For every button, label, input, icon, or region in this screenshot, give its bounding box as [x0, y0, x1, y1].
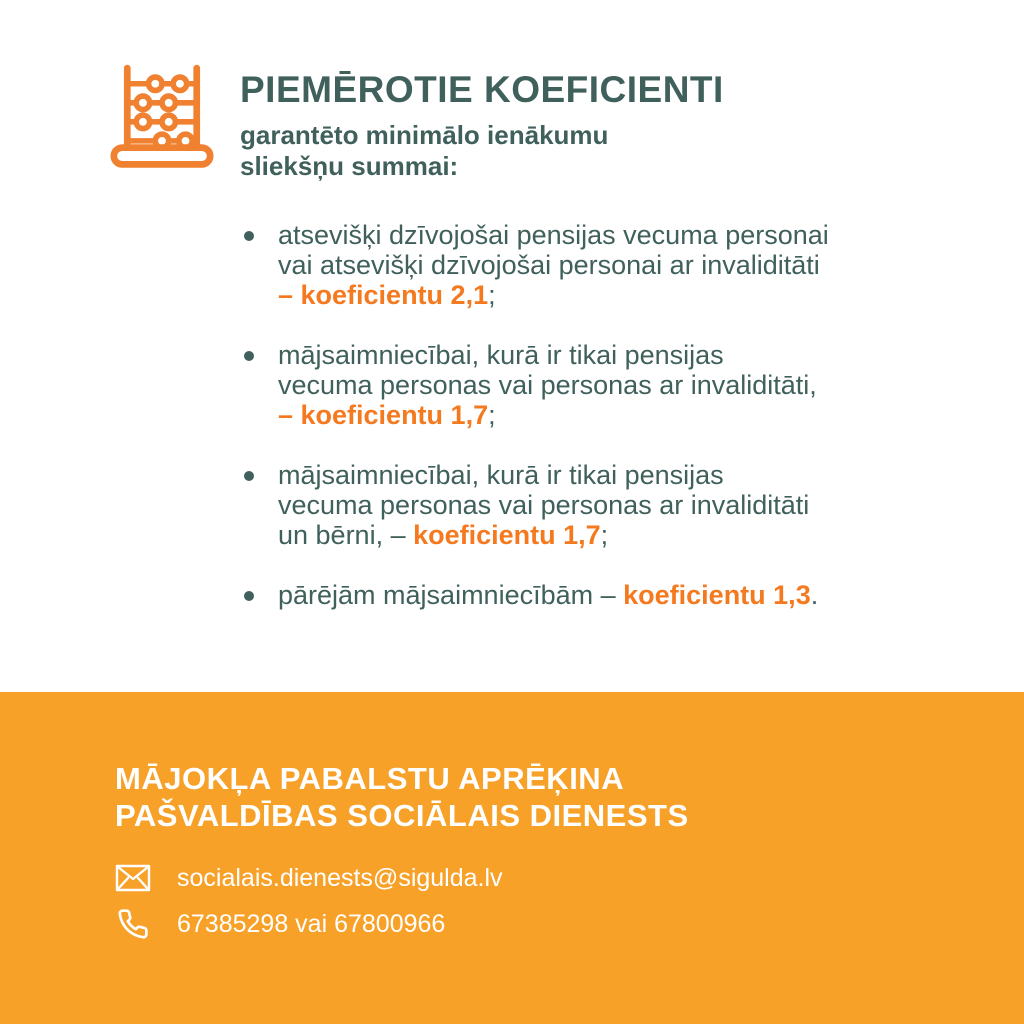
footer: [0, 692, 1024, 1024]
bullet-line: [278, 220, 829, 250]
bullet-line: [278, 250, 829, 280]
coefficient-highlight: koeficientu 1,7: [413, 520, 601, 550]
bullet-segment: un bērni, –: [278, 520, 414, 550]
bullet-line: [278, 370, 817, 400]
bullet-segment: ;: [488, 400, 496, 430]
bullet-text: [278, 340, 817, 430]
bullet-dot: [244, 231, 254, 241]
phone-row: [115, 906, 445, 942]
list-item: [240, 220, 940, 310]
bullet-line: [278, 280, 829, 310]
bullet-dot: [244, 351, 254, 361]
bullet-line: [278, 580, 818, 610]
bullet-line: [278, 400, 817, 430]
bullet-list: [240, 220, 940, 640]
bullet-segment: .: [810, 580, 819, 610]
page-subtitle: [240, 120, 940, 182]
footer-heading: [115, 760, 689, 834]
bullet-dot: [244, 471, 254, 481]
list-item: [240, 580, 940, 610]
email-row: [115, 860, 503, 896]
list-item: [240, 340, 940, 430]
bullet-segment: vai atsevišķi dzīvojošai personai ar invaliditāti: [278, 250, 820, 280]
subtitle-line-1: garantēto minimālo ienākumu: [240, 119, 609, 150]
abacus-icon: [106, 56, 218, 172]
coefficient-highlight: – koeficientu 2,1: [278, 280, 489, 310]
page-title: PIEMĒROTIE KOEFICIENTI: [240, 69, 724, 110]
subtitle-line-2: sliekšņu summai:: [240, 150, 459, 181]
bullet-segment: vecuma personas vai personas ar invaliditāti: [278, 490, 810, 520]
bullet-segment: atsevišķi dzīvojošai pensijas vecuma personai: [278, 220, 829, 250]
bullet-segment: mājsaimniecībai, kurā ir tikai pensijas: [278, 460, 724, 490]
bullet-text: [278, 580, 818, 610]
bullet-dot: [244, 591, 254, 601]
footer-heading-line-1: MĀJOKĻA PABALSTU APRĒĶINA: [115, 761, 625, 796]
bullet-segment: pārējām mājsaimniecībām –: [278, 580, 624, 610]
header-text: [240, 70, 940, 182]
coefficient-highlight: – koeficientu 1,7: [278, 400, 489, 430]
bullet-line: [278, 460, 809, 490]
bullet-line: [278, 520, 809, 550]
envelope-icon: [115, 860, 151, 896]
bullet-text: [278, 220, 829, 310]
bullet-segment: ;: [488, 280, 496, 310]
bullet-segment: vecuma personas vai personas ar invaliditāti,: [278, 370, 817, 400]
bullet-text: [278, 460, 809, 550]
footer-heading-line-2: PAŠVALDĪBAS SOCIĀLAIS DIENESTS: [115, 798, 689, 833]
bullet-line: [278, 340, 817, 370]
phone-icon: [115, 906, 151, 942]
list-item: [240, 460, 940, 550]
bullet-segment: ;: [600, 520, 609, 550]
bullet-line: [278, 490, 809, 520]
email-text: socialais.dienests@sigulda.lv: [177, 863, 503, 892]
phone-text: 67385298 vai 67800966: [177, 909, 446, 938]
bullet-segment: mājsaimniecībai, kurā ir tikai pensijas: [278, 340, 724, 370]
coefficient-highlight: koeficientu 1,3: [623, 580, 811, 610]
